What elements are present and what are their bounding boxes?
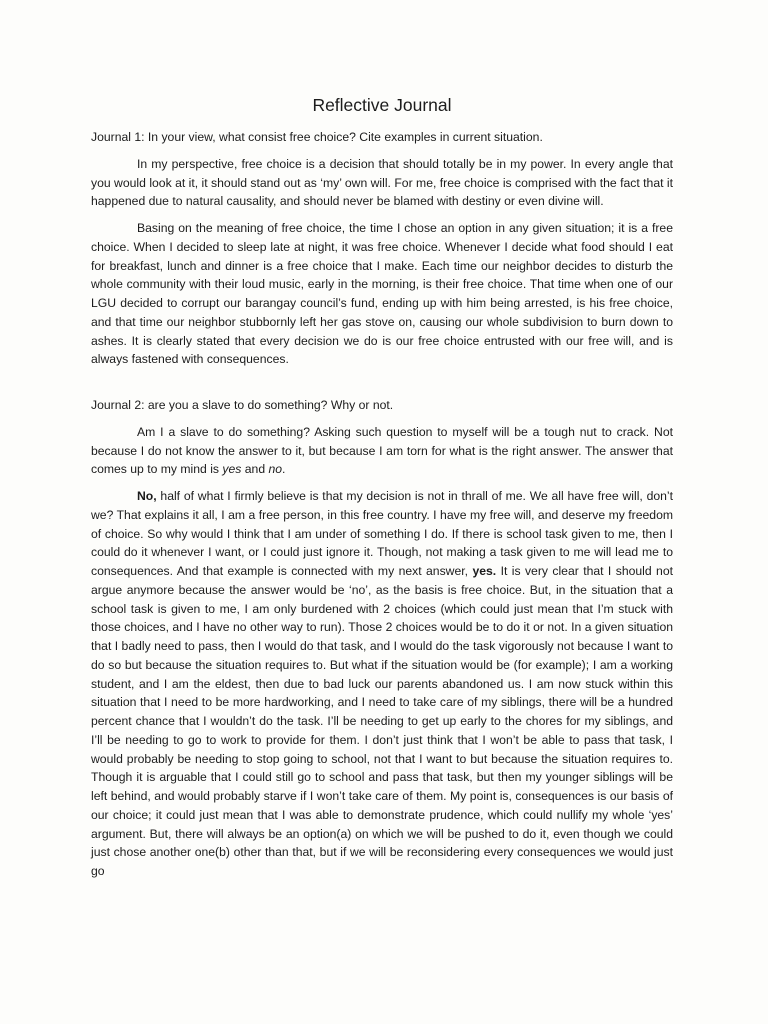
journal-2-paragraph-1: [91, 423, 673, 479]
journal-2-paragraph-2: [91, 487, 673, 881]
section-spacer: [91, 369, 673, 396]
journal-2-paragraph-2-part-a: half of what I firmly believe is that my decision is not in thrall of me. We all have free will, don’t we? That explains it all, I am a free person, in this free country. I have my free will, and deserve my freedom of choice. So why would I think that I am under of something I do. If there is school task given to me, then I could do it whenever I want, or I could just ignore it. Though, not making a task given to me will lead me to consequences. And that example is connected with my next answer,: [91, 489, 673, 578]
journal-2-paragraph-1-text: Am I a slave to do something? Asking such question to myself will be a tough nut to crack. Not because I do not know the answer to it, but because I am torn for what is the right answer. The answer that comes up to my mind is: [91, 424, 673, 477]
journal-1-paragraph-2: Basing on the meaning of free choice, the time I chose an option in any given situation; it is a free choice. When I decided to sleep late at night, it was free choice. Whenever I decide what food should I eat for breakfast, lunch and dinner is a free choice that I make. Each time our neighbor decides to disturb the whole community with their loud music, early in the morning, is their free choice. That time when one of our LGU decided to corrupt our barangay council’s fund, ending up with him being arrested, is his free choice, and that time our neighbor stubbornly left her gas stove on, causing our whole subdivision to burn down to ashes. It is clearly stated that every decision we do is our free choice entrusted with our free will, and is always fastened with consequences.: [91, 221, 673, 367]
conjunction-and: and: [241, 462, 269, 477]
journal-1-paragraph-1: In my perspective, free choice is a decision that should totally be in my power. In every angle that you would look at it, it should stand out as ‘my’ own will. For me, free choice is comprised with the fact that it happened due to natural causality, and should never be blamed with destiny or even divine will.: [91, 156, 673, 209]
answer-no-italic: no: [268, 462, 283, 477]
document-content: [91, 92, 673, 881]
document-title: Reflective Journal: [312, 95, 452, 115]
journal-2-question: Journal 2: are you a slave to do something? Why or not.: [91, 398, 394, 412]
answer-no-bold: No,: [137, 489, 157, 503]
answer-yes-italic: yes: [222, 462, 242, 477]
journal-2-paragraph-2-part-b: It is very clear that I should not argue anymore because the answer would be ‘no’, as the basis is free choice. But, in the situation that a school task is given to me, I am only burdened with 2 choices (which could just mean that I’m stuck with those choices, and I have no other way to run). Those 2 choices would be to do it or not. In a given situation that I badly need to pass, then I would do that task, and I would do the task vigorously not because I want to do so but because the situation requires to. But what if the situation would be (for example); I am a working student, and I am the eldest, then due to bad luck our parents abandoned us. I am now stuck within this situation that I need to be more hardworking, and I need to take care of my siblings, there will be a hundred percent chance that I wouldn’t do the task. I’ll be needing to get up early to the chores for my siblings, and I’ll be needing to go to work to provide for them. I don’t just think that I won’t be able to pass that task, I would probably be needing to stop going to school, not that I want to but because the situation requires to. Though it is arguable that I could still go to school and pass that task, but then my younger siblings will be left behind, and would probably starve if I won’t take care of them. My point is, consequences is our basis of our choice; it could just mean that I was able to demonstrate prudence, which could nullify my whole ‘yes’ argument. But, there will always be an option(a) on which we will be pushed to do it, even though we could just chose another one(b) other than that, but if we will be reconsidering every consequences we would just go: [91, 564, 673, 878]
journal-1-question: Journal 1: In your view, what consist free choice? Cite examples in current situation.: [91, 130, 543, 144]
sentence-end: .: [282, 462, 286, 477]
answer-yes-bold: yes.: [472, 564, 497, 578]
